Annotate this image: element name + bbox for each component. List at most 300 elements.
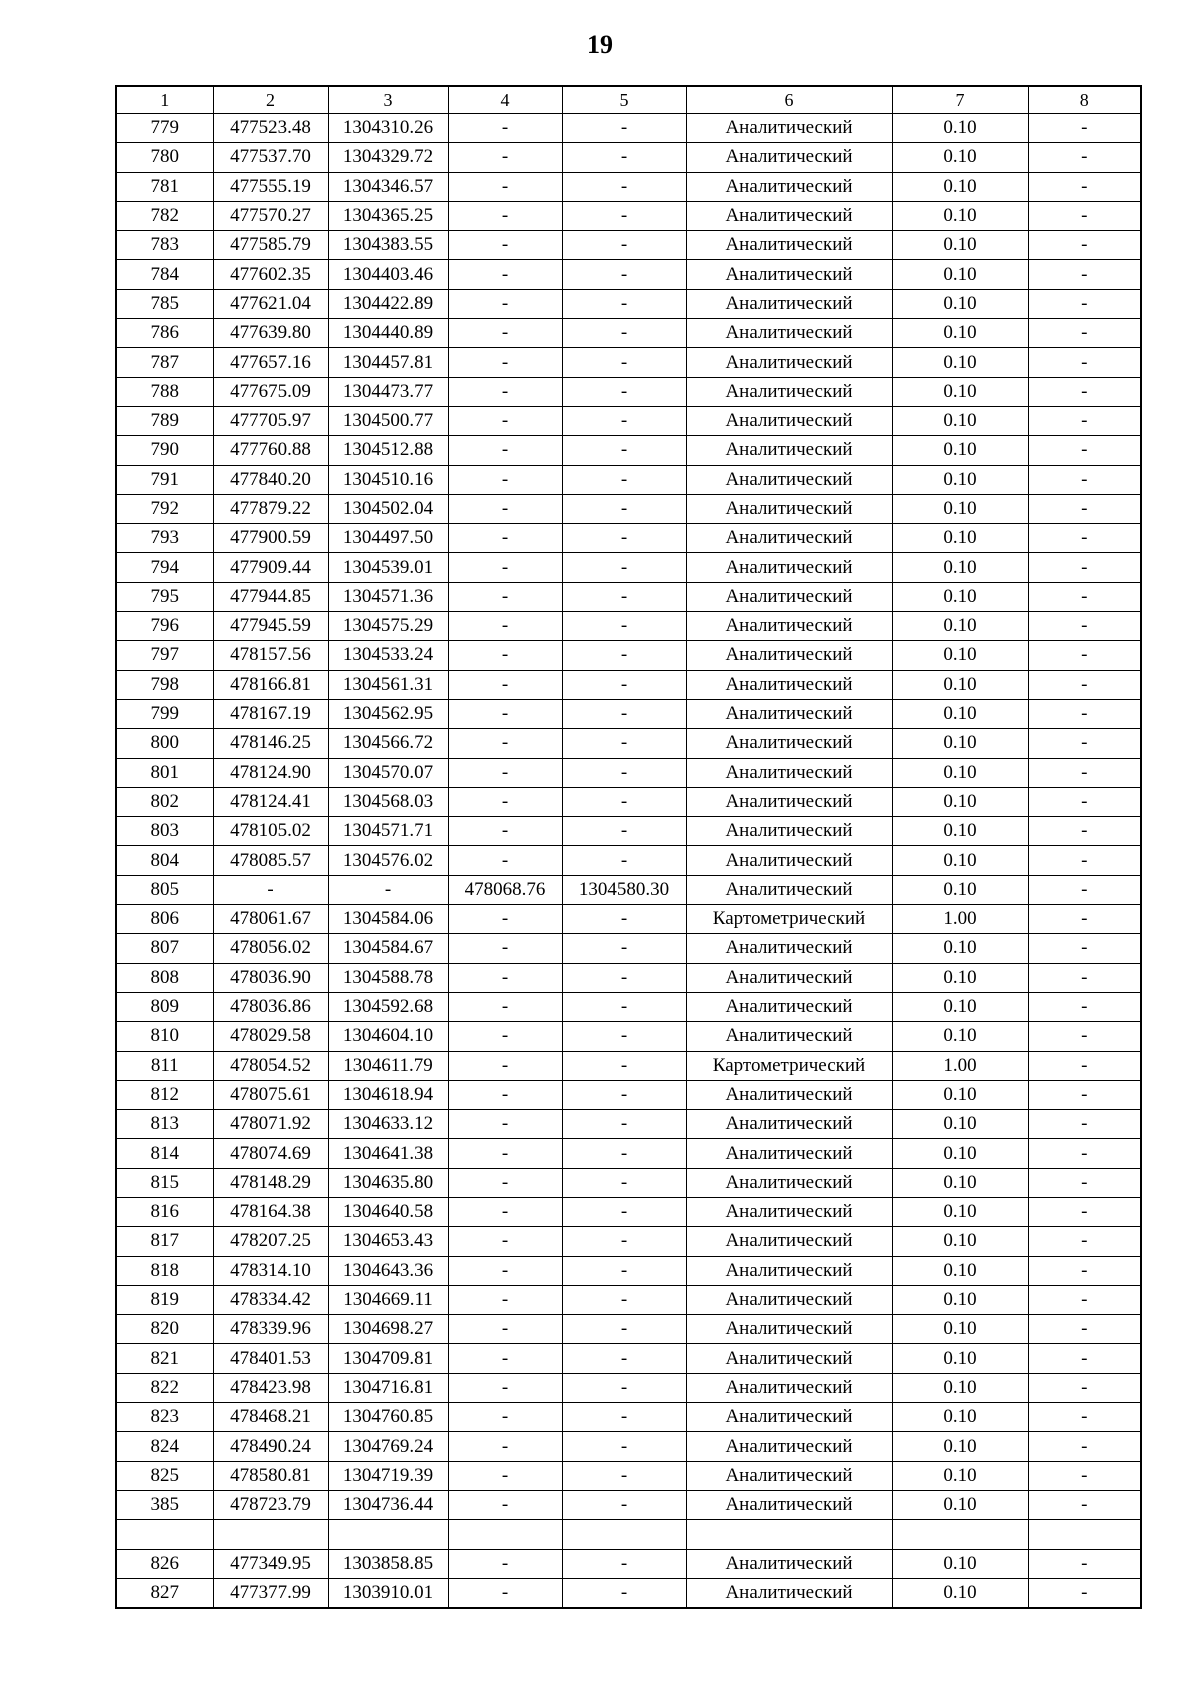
y-alt-cell: - <box>562 553 686 582</box>
y-alt-cell: 1304580.30 <box>562 875 686 904</box>
y-coordinate-cell: 1304698.27 <box>328 1315 448 1344</box>
point-number-cell: 787 <box>116 348 213 377</box>
y-coordinate-cell: 1304568.03 <box>328 787 448 816</box>
description-cell: - <box>1028 963 1141 992</box>
y-coordinate-cell: 1304611.79 <box>328 1051 448 1080</box>
x-alt-cell: - <box>448 1139 562 1168</box>
x-coordinate-cell: 478157.56 <box>213 641 328 670</box>
method-cell: Аналитический <box>686 289 892 318</box>
x-coordinate-cell: 478029.58 <box>213 1022 328 1051</box>
x-coordinate-cell: 478036.90 <box>213 963 328 992</box>
y-alt-cell: - <box>562 1110 686 1139</box>
y-alt-cell: - <box>562 1578 686 1608</box>
x-alt-cell: - <box>448 1227 562 1256</box>
x-coordinate-cell: 477602.35 <box>213 260 328 289</box>
y-coordinate-cell: 1304510.16 <box>328 465 448 494</box>
accuracy-cell: 0.10 <box>892 670 1028 699</box>
accuracy-cell: 0.10 <box>892 1549 1028 1578</box>
y-coordinate-cell: 1304502.04 <box>328 494 448 523</box>
method-cell: Аналитический <box>686 846 892 875</box>
description-cell: - <box>1028 875 1141 904</box>
method-cell: Аналитический <box>686 612 892 641</box>
y-alt-cell: - <box>562 934 686 963</box>
x-coordinate-cell: 478124.41 <box>213 787 328 816</box>
x-alt-cell: - <box>448 729 562 758</box>
y-alt-cell: - <box>562 524 686 553</box>
table-row <box>116 670 1141 699</box>
x-alt-cell <box>448 1520 562 1549</box>
table-row <box>116 465 1141 494</box>
description-cell: - <box>1028 143 1141 172</box>
point-number-cell: 815 <box>116 1168 213 1197</box>
accuracy-cell: 0.10 <box>892 1022 1028 1051</box>
table-row <box>116 319 1141 348</box>
x-coordinate-cell: 477585.79 <box>213 231 328 260</box>
y-coordinate-cell: 1304641.38 <box>328 1139 448 1168</box>
x-coordinate-cell: 477879.22 <box>213 494 328 523</box>
accuracy-cell: 0.10 <box>892 1373 1028 1402</box>
x-alt-cell: - <box>448 787 562 816</box>
point-number-cell: 786 <box>116 319 213 348</box>
column-header: 4 <box>448 86 562 114</box>
x-alt-cell: - <box>448 436 562 465</box>
description-cell: - <box>1028 1227 1141 1256</box>
y-coordinate-cell: 1303858.85 <box>328 1549 448 1578</box>
description-cell: - <box>1028 494 1141 523</box>
accuracy-cell: 0.10 <box>892 1110 1028 1139</box>
accuracy-cell: 0.10 <box>892 817 1028 846</box>
method-cell: Аналитический <box>686 963 892 992</box>
x-alt-cell: - <box>448 1578 562 1608</box>
column-header: 2 <box>213 86 328 114</box>
description-cell: - <box>1028 1315 1141 1344</box>
table-row <box>116 817 1141 846</box>
description-cell: - <box>1028 1578 1141 1608</box>
method-cell: Аналитический <box>686 699 892 728</box>
table-row <box>116 1344 1141 1373</box>
y-alt-cell: - <box>562 817 686 846</box>
method-cell: Аналитический <box>686 787 892 816</box>
x-coordinate-cell: 477760.88 <box>213 436 328 465</box>
description-cell: - <box>1028 905 1141 934</box>
y-alt-cell: - <box>562 641 686 670</box>
column-header: 6 <box>686 86 892 114</box>
point-number-cell: 780 <box>116 143 213 172</box>
y-alt-cell: - <box>562 905 686 934</box>
table-row <box>116 114 1141 143</box>
x-coordinate-cell: 477621.04 <box>213 289 328 318</box>
method-cell: Аналитический <box>686 1490 892 1519</box>
description-cell: - <box>1028 1285 1141 1314</box>
method-cell: Аналитический <box>686 172 892 201</box>
x-alt-cell: 478068.76 <box>448 875 562 904</box>
method-cell: Аналитический <box>686 494 892 523</box>
point-number-cell: 822 <box>116 1373 213 1402</box>
x-alt-cell: - <box>448 319 562 348</box>
y-coordinate-cell: 1304643.36 <box>328 1256 448 1285</box>
description-cell: - <box>1028 1168 1141 1197</box>
x-alt-cell: - <box>448 172 562 201</box>
y-alt-cell: - <box>562 260 686 289</box>
y-coordinate-cell: 1304633.12 <box>328 1110 448 1139</box>
table-row <box>116 553 1141 582</box>
description-cell: - <box>1028 465 1141 494</box>
point-number-cell: 797 <box>116 641 213 670</box>
method-cell: Аналитический <box>686 406 892 435</box>
method-cell: Аналитический <box>686 1578 892 1608</box>
y-alt-cell: - <box>562 846 686 875</box>
y-coordinate-cell: 1304500.77 <box>328 406 448 435</box>
table-row <box>116 1051 1141 1080</box>
point-number-cell: 796 <box>116 612 213 641</box>
y-alt-cell: - <box>562 758 686 787</box>
table-row <box>116 992 1141 1021</box>
y-alt-cell: - <box>562 436 686 465</box>
point-number-cell <box>116 1520 213 1549</box>
accuracy-cell: 0.10 <box>892 406 1028 435</box>
x-alt-cell: - <box>448 1256 562 1285</box>
description-cell: - <box>1028 553 1141 582</box>
table-row <box>116 787 1141 816</box>
table-row <box>116 143 1141 172</box>
method-cell: Аналитический <box>686 729 892 758</box>
accuracy-cell: 0.10 <box>892 201 1028 230</box>
x-coordinate-cell: 477349.95 <box>213 1549 328 1578</box>
method-cell: Аналитический <box>686 114 892 143</box>
table-row <box>116 905 1141 934</box>
y-coordinate-cell: 1304329.72 <box>328 143 448 172</box>
point-number-cell: 792 <box>116 494 213 523</box>
y-alt-cell: - <box>562 406 686 435</box>
table-row <box>116 1490 1141 1519</box>
point-number-cell: 819 <box>116 1285 213 1314</box>
column-header: 1 <box>116 86 213 114</box>
x-alt-cell: - <box>448 1461 562 1490</box>
table-row <box>116 1256 1141 1285</box>
x-alt-cell: - <box>448 494 562 523</box>
x-alt-cell: - <box>448 1432 562 1461</box>
x-alt-cell: - <box>448 699 562 728</box>
x-alt-cell: - <box>448 114 562 143</box>
table-row <box>116 1549 1141 1578</box>
y-coordinate-cell: 1304571.71 <box>328 817 448 846</box>
method-cell: Аналитический <box>686 992 892 1021</box>
x-alt-cell: - <box>448 553 562 582</box>
x-coordinate-cell: 478075.61 <box>213 1080 328 1109</box>
x-alt-cell: - <box>448 963 562 992</box>
y-coordinate-cell: 1304570.07 <box>328 758 448 787</box>
description-cell: - <box>1028 1403 1141 1432</box>
table-row <box>116 1315 1141 1344</box>
description-cell: - <box>1028 582 1141 611</box>
point-number-cell: 812 <box>116 1080 213 1109</box>
y-coordinate-cell: 1304592.68 <box>328 992 448 1021</box>
table-row <box>116 231 1141 260</box>
method-cell: Аналитический <box>686 1461 892 1490</box>
table-row <box>116 348 1141 377</box>
y-coordinate-cell: 1304512.88 <box>328 436 448 465</box>
y-coordinate-cell: 1304422.89 <box>328 289 448 318</box>
x-coordinate-cell: 478339.96 <box>213 1315 328 1344</box>
y-coordinate-cell: 1304653.43 <box>328 1227 448 1256</box>
description-cell: - <box>1028 172 1141 201</box>
method-cell: Картометрический <box>686 905 892 934</box>
y-alt-cell: - <box>562 1461 686 1490</box>
description-cell: - <box>1028 612 1141 641</box>
y-alt-cell: - <box>562 465 686 494</box>
column-header: 5 <box>562 86 686 114</box>
point-number-cell: 779 <box>116 114 213 143</box>
x-coordinate-cell: 478146.25 <box>213 729 328 758</box>
y-coordinate-cell: 1304310.26 <box>328 114 448 143</box>
accuracy-cell: 0.10 <box>892 1344 1028 1373</box>
x-coordinate-cell: 477705.97 <box>213 406 328 435</box>
description-cell: - <box>1028 436 1141 465</box>
y-coordinate-cell: 1304736.44 <box>328 1490 448 1519</box>
accuracy-cell: 0.10 <box>892 846 1028 875</box>
x-coordinate-cell: 477945.59 <box>213 612 328 641</box>
y-coordinate-cell: 1304760.85 <box>328 1403 448 1432</box>
x-coordinate-cell: 477900.59 <box>213 524 328 553</box>
y-alt-cell: - <box>562 670 686 699</box>
y-alt-cell: - <box>562 1168 686 1197</box>
table-row <box>116 758 1141 787</box>
description-cell: - <box>1028 846 1141 875</box>
accuracy-cell: 0.10 <box>892 1461 1028 1490</box>
y-alt-cell: - <box>562 1051 686 1080</box>
x-alt-cell: - <box>448 465 562 494</box>
description-cell: - <box>1028 699 1141 728</box>
method-cell: Аналитический <box>686 319 892 348</box>
point-number-cell: 798 <box>116 670 213 699</box>
column-header: 8 <box>1028 86 1141 114</box>
description-cell: - <box>1028 1022 1141 1051</box>
page-number: 19 <box>587 30 613 59</box>
description-cell: - <box>1028 289 1141 318</box>
accuracy-cell: 0.10 <box>892 699 1028 728</box>
y-coordinate-cell: 1304618.94 <box>328 1080 448 1109</box>
y-alt-cell: - <box>562 1197 686 1226</box>
x-alt-cell: - <box>448 905 562 934</box>
method-cell: Аналитический <box>686 1227 892 1256</box>
accuracy-cell: 0.10 <box>892 260 1028 289</box>
x-coordinate-cell: 478085.57 <box>213 846 328 875</box>
method-cell: Аналитический <box>686 758 892 787</box>
accuracy-cell: 0.10 <box>892 963 1028 992</box>
point-number-cell: 821 <box>116 1344 213 1373</box>
x-alt-cell: - <box>448 1285 562 1314</box>
method-cell: Аналитический <box>686 1256 892 1285</box>
x-coordinate-cell: 478314.10 <box>213 1256 328 1285</box>
accuracy-cell: 0.10 <box>892 231 1028 260</box>
description-cell: - <box>1028 1256 1141 1285</box>
point-number-cell: 818 <box>116 1256 213 1285</box>
point-number-cell: 807 <box>116 934 213 963</box>
y-alt-cell: - <box>562 289 686 318</box>
y-coordinate-cell: 1304566.72 <box>328 729 448 758</box>
table-row <box>116 963 1141 992</box>
method-cell: Аналитический <box>686 1022 892 1051</box>
accuracy-cell: 0.10 <box>892 1315 1028 1344</box>
y-alt-cell: - <box>562 201 686 230</box>
description-cell: - <box>1028 1139 1141 1168</box>
y-coordinate-cell: 1304457.81 <box>328 348 448 377</box>
table-row <box>116 1110 1141 1139</box>
y-coordinate-cell: 1304562.95 <box>328 699 448 728</box>
y-coordinate-cell: 1304576.02 <box>328 846 448 875</box>
table-row <box>116 612 1141 641</box>
method-cell: Аналитический <box>686 231 892 260</box>
x-coordinate-cell: 478124.90 <box>213 758 328 787</box>
accuracy-cell: 0.10 <box>892 1139 1028 1168</box>
point-number-cell: 785 <box>116 289 213 318</box>
point-number-cell: 800 <box>116 729 213 758</box>
y-alt-cell: - <box>562 231 686 260</box>
table-row <box>116 729 1141 758</box>
y-alt-cell: - <box>562 172 686 201</box>
x-coordinate-cell: 478105.02 <box>213 817 328 846</box>
x-coordinate-cell: 478036.86 <box>213 992 328 1021</box>
x-alt-cell: - <box>448 1344 562 1373</box>
method-cell: Аналитический <box>686 377 892 406</box>
y-coordinate-cell: 1304716.81 <box>328 1373 448 1402</box>
accuracy-cell: 0.10 <box>892 1168 1028 1197</box>
y-alt-cell: - <box>562 377 686 406</box>
x-alt-cell: - <box>448 934 562 963</box>
point-number-cell: 784 <box>116 260 213 289</box>
method-cell: Аналитический <box>686 875 892 904</box>
y-alt-cell: - <box>562 1403 686 1432</box>
x-coordinate-cell: 478061.67 <box>213 905 328 934</box>
x-coordinate-cell: 478490.24 <box>213 1432 328 1461</box>
description-cell: - <box>1028 1549 1141 1578</box>
accuracy-cell: 0.10 <box>892 319 1028 348</box>
y-alt-cell: - <box>562 1549 686 1578</box>
x-alt-cell: - <box>448 582 562 611</box>
table-row <box>116 1285 1141 1314</box>
x-alt-cell: - <box>448 1051 562 1080</box>
accuracy-cell: 0.10 <box>892 1432 1028 1461</box>
x-coordinate-cell: 477570.27 <box>213 201 328 230</box>
accuracy-cell: 0.10 <box>892 1285 1028 1314</box>
description-cell: - <box>1028 1344 1141 1373</box>
accuracy-cell: 0.10 <box>892 494 1028 523</box>
x-coordinate-cell: 477840.20 <box>213 465 328 494</box>
method-cell: Аналитический <box>686 670 892 699</box>
point-number-cell: 385 <box>116 1490 213 1519</box>
x-coordinate-cell: 478207.25 <box>213 1227 328 1256</box>
y-coordinate-cell: - <box>328 875 448 904</box>
method-cell: Аналитический <box>686 1432 892 1461</box>
x-alt-cell: - <box>448 1080 562 1109</box>
point-number-cell: 794 <box>116 553 213 582</box>
accuracy-cell: 0.10 <box>892 348 1028 377</box>
description-cell: - <box>1028 524 1141 553</box>
x-coordinate-cell: 478334.42 <box>213 1285 328 1314</box>
method-cell: Аналитический <box>686 1080 892 1109</box>
y-alt-cell: - <box>562 1139 686 1168</box>
point-number-cell: 814 <box>116 1139 213 1168</box>
point-number-cell: 803 <box>116 817 213 846</box>
x-alt-cell: - <box>448 641 562 670</box>
accuracy-cell: 0.10 <box>892 758 1028 787</box>
method-cell <box>686 1520 892 1549</box>
x-coordinate-cell: 477377.99 <box>213 1578 328 1608</box>
point-number-cell: 824 <box>116 1432 213 1461</box>
y-coordinate-cell: 1304533.24 <box>328 641 448 670</box>
point-number-cell: 820 <box>116 1315 213 1344</box>
point-number-cell: 809 <box>116 992 213 1021</box>
y-alt-cell: - <box>562 1373 686 1402</box>
y-coordinate-cell: 1303910.01 <box>328 1578 448 1608</box>
x-alt-cell: - <box>448 817 562 846</box>
method-cell: Аналитический <box>686 1285 892 1314</box>
point-number-cell: 799 <box>116 699 213 728</box>
x-coordinate-cell: 478723.79 <box>213 1490 328 1519</box>
y-coordinate-cell: 1304588.78 <box>328 963 448 992</box>
description-cell: - <box>1028 1110 1141 1139</box>
accuracy-cell: 0.10 <box>892 934 1028 963</box>
method-cell: Аналитический <box>686 1168 892 1197</box>
table-row <box>116 524 1141 553</box>
description-cell: - <box>1028 758 1141 787</box>
method-cell: Картометрический <box>686 1051 892 1080</box>
description-cell: - <box>1028 114 1141 143</box>
accuracy-cell: 0.10 <box>892 1227 1028 1256</box>
y-coordinate-cell: 1304584.06 <box>328 905 448 934</box>
accuracy-cell: 0.10 <box>892 1403 1028 1432</box>
accuracy-cell: 0.10 <box>892 787 1028 816</box>
description-cell: - <box>1028 1051 1141 1080</box>
y-alt-cell: - <box>562 582 686 611</box>
description-cell: - <box>1028 817 1141 846</box>
x-alt-cell: - <box>448 670 562 699</box>
y-coordinate-cell: 1304346.57 <box>328 172 448 201</box>
method-cell: Аналитический <box>686 1315 892 1344</box>
y-coordinate-cell: 1304497.50 <box>328 524 448 553</box>
method-cell: Аналитический <box>686 1344 892 1373</box>
y-alt-cell: - <box>562 1227 686 1256</box>
table-row <box>116 699 1141 728</box>
x-coordinate-cell: 477944.85 <box>213 582 328 611</box>
point-number-cell: 781 <box>116 172 213 201</box>
y-alt-cell: - <box>562 1344 686 1373</box>
method-cell: Аналитический <box>686 348 892 377</box>
x-alt-cell: - <box>448 348 562 377</box>
description-cell: - <box>1028 348 1141 377</box>
accuracy-cell: 0.10 <box>892 524 1028 553</box>
y-coordinate-cell: 1304571.36 <box>328 582 448 611</box>
x-coordinate-cell: 478148.29 <box>213 1168 328 1197</box>
y-alt-cell: - <box>562 612 686 641</box>
description-cell: - <box>1028 406 1141 435</box>
x-coordinate-cell: 477909.44 <box>213 553 328 582</box>
x-coordinate-cell: 478167.19 <box>213 699 328 728</box>
accuracy-cell: 0.10 <box>892 377 1028 406</box>
x-alt-cell: - <box>448 1403 562 1432</box>
point-number-cell: 827 <box>116 1578 213 1608</box>
y-alt-cell: - <box>562 1432 686 1461</box>
method-cell: Аналитический <box>686 817 892 846</box>
x-coordinate-cell: 478074.69 <box>213 1139 328 1168</box>
x-alt-cell: - <box>448 1315 562 1344</box>
table-row <box>116 260 1141 289</box>
x-alt-cell: - <box>448 846 562 875</box>
x-alt-cell: - <box>448 406 562 435</box>
table-row <box>116 201 1141 230</box>
accuracy-cell: 0.10 <box>892 172 1028 201</box>
y-alt-cell: - <box>562 1080 686 1109</box>
